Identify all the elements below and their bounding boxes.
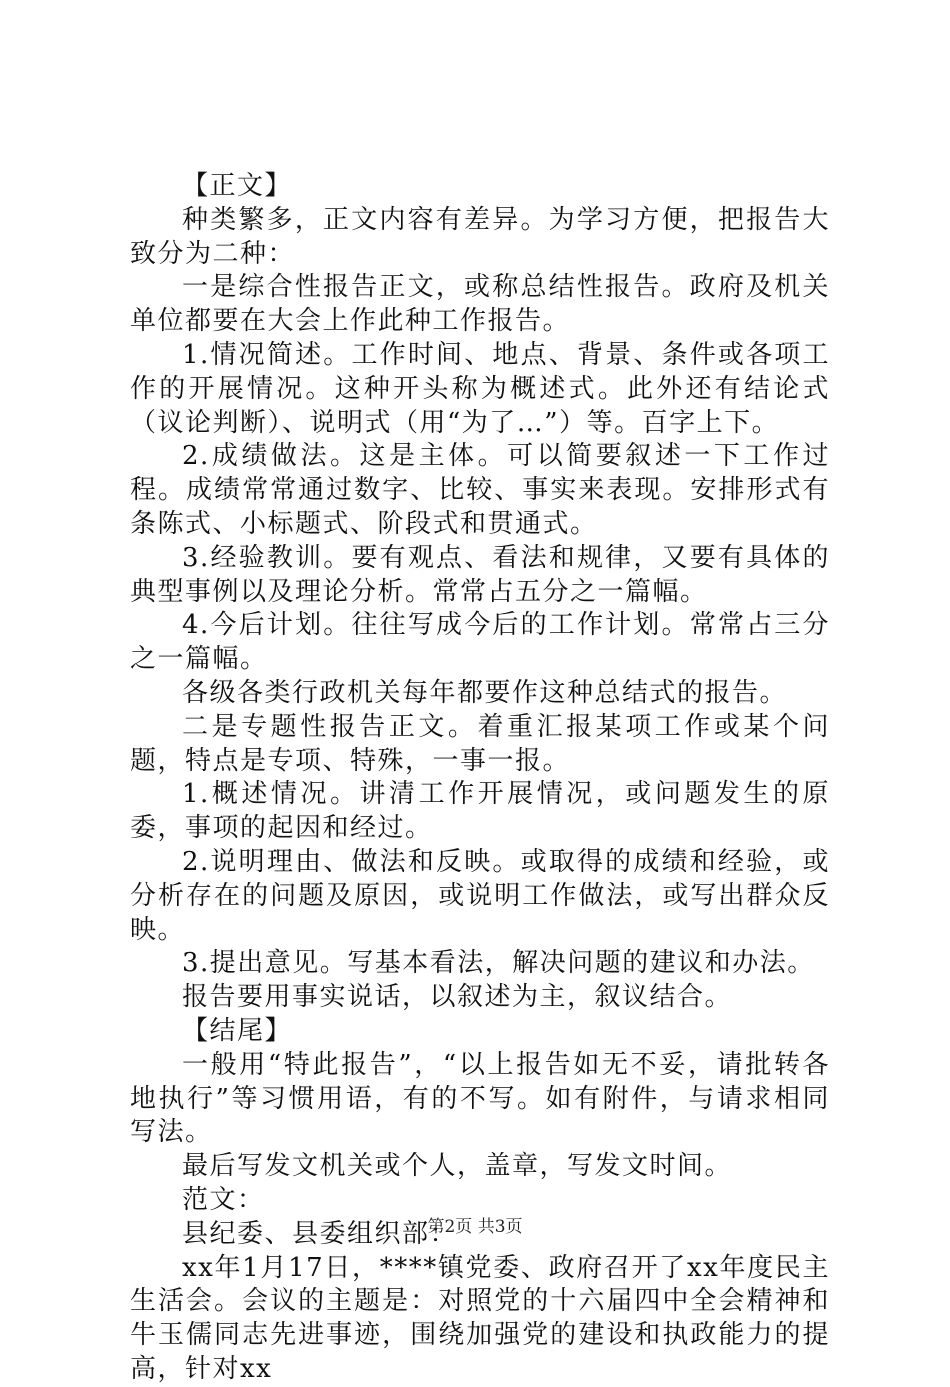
section-heading-ending: 【结尾】 bbox=[182, 1015, 293, 1046]
page-number: 第2页 共3页 bbox=[427, 1217, 523, 1237]
paragraph: 4.今后计划。往往写成今后的工作计划。常常占三分之一篇幅。 bbox=[130, 610, 830, 675]
section-heading-main-text: 【正文】 bbox=[182, 171, 293, 201]
document-body bbox=[130, 170, 830, 1387]
paragraph: 1.概述情况。讲清工作开展情况，或问题发生的原委，事项的起因和经过。 bbox=[130, 779, 830, 844]
paragraph: 二是专题性报告正文。着重汇报某项工作或某个问题，特点是专项、特殊，一事一报。 bbox=[130, 711, 830, 776]
paragraph: 报告要用事实说话，以叙述为主，叙议结合。 bbox=[182, 982, 733, 1013]
paragraph: 2.说明理由、做法和反映。或取得的成绩和经验，或分析存在的问题及原因，或说明工作做法，或写出群众反映。 bbox=[130, 846, 830, 945]
example-label: 范文： bbox=[182, 1184, 265, 1215]
paragraph: 3.提出意见。写基本看法，解决问题的建议和办法。 bbox=[182, 948, 815, 979]
paragraph: 种类繁多，正文内容有差异。为学习方便，把报告大致分为二种： bbox=[130, 204, 830, 269]
paragraph: 3.经验教训。要有观点、看法和规律，又要有具体的典型事例以及理论分析。常常占五分之一篇幅。 bbox=[130, 542, 830, 607]
paragraph: 一是综合性报告正文，或称总结性报告。政府及机关单位都要在大会上作此种工作报告。 bbox=[130, 272, 830, 337]
paragraph: 2.成绩做法。这是主体。可以简要叙述一下工作过程。成绩常常通过数字、比较、事实来表现。安排形式有条陈式、小标题式、阶段式和贯通式。 bbox=[130, 441, 830, 539]
addressee: 县纪委、县委组织部： bbox=[182, 1218, 458, 1249]
paragraph: xx年1月17日，****镇党委、政府召开了xx年度民主生活会。会议的主题是：对照党的十六届四中全会精神和牛玉儒同志先进事迹，围绕加强党的建设和执政能力的提高，针对xx bbox=[130, 1252, 830, 1384]
paragraph: 最后写发文机关或个人，盖章，写发文时间。 bbox=[182, 1151, 733, 1182]
paragraph: 各级各类行政机关每年都要作这种总结式的报告。 bbox=[182, 677, 788, 708]
paragraph: 1.情况简述。工作时间、地点、背景、条件或各项工作的开展情况。这种开头称为概述式。此外还有结论式（议论判断）、说明式（用“为了…”）等。百字上下。 bbox=[130, 339, 830, 438]
paragraph: 一般用“特此报告”，“以上报告如无不妥，请批转各地执行”等习惯用语，有的不写。如有附件，与请求相同写法。 bbox=[130, 1049, 830, 1148]
